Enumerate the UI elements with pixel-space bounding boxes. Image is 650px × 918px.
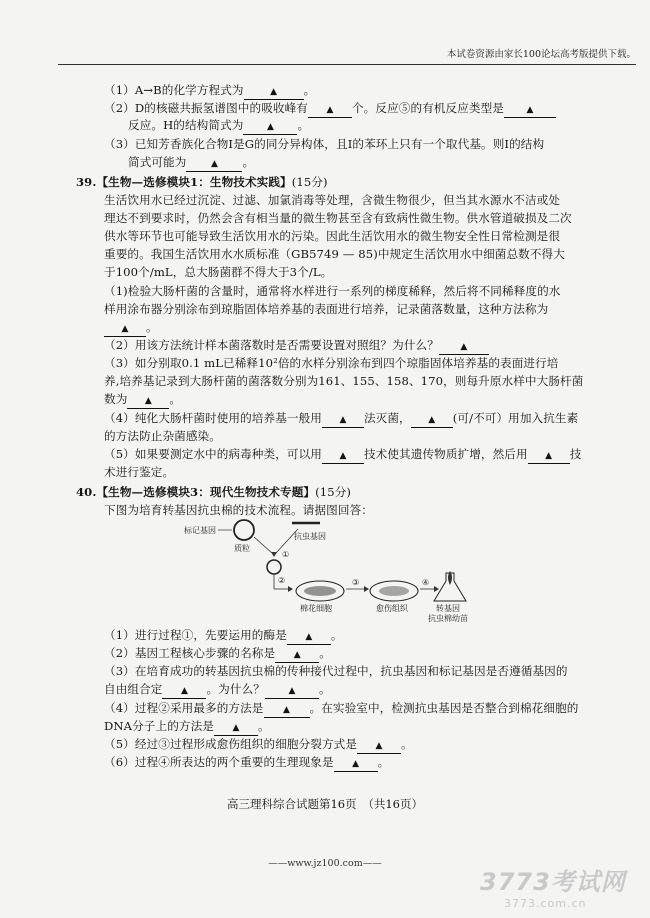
arrow-head xyxy=(271,552,277,557)
q40-sub1: （1）进行过程①，先要运用的酶是 ▲ 。 xyxy=(104,627,343,645)
q39-sub5: （5）如果要测定水中的病毒种类，可以用 ▲ 技术使其遗传物质扩增，然后用 ▲ 技 xyxy=(104,446,581,464)
plasmid-icon xyxy=(234,520,254,540)
q39-sub3: （3）如分别取0.1 mL已稀释10²倍的水样分别涂布到四个琼脂固体培养基的表面进行培 xyxy=(104,356,559,370)
answer-blank[interactable]: ▲ xyxy=(275,649,319,663)
q38-part3: （3）已知芳香族化合物I是G的同分异构体，且I的苯环上只有一个取代基。则I的结构 xyxy=(104,137,545,151)
q39-sub1: （1)检验大肠杆菌的含量时，通常将水样进行一系列的梯度稀释，然后将不同稀释度的水 xyxy=(104,284,561,298)
q40-sub4-cont: DNA分子上的方法是 ▲ 。 xyxy=(104,718,270,736)
marker-gene-label: 标记基因 xyxy=(184,526,216,535)
step-4-label: ④ xyxy=(422,578,430,587)
answer-blank[interactable]: ▲ xyxy=(504,104,556,118)
arrow-head xyxy=(434,586,439,592)
answer-blank[interactable]: ▲ xyxy=(104,323,146,337)
insect-gene-label: 抗虫基因 xyxy=(294,532,326,541)
header-note: 本试卷资源由家长100论坛高考版提供下载。 xyxy=(446,49,636,60)
q39-intro-line: 生活饮用水已经过沉淀、过滤、加氯消毒等处理，含微生物很少，但当其水源水不洁或处 xyxy=(104,193,561,207)
watermark-main: 3773考试网 xyxy=(480,868,626,896)
q39-intro-line: 于100个/mL，总大肠菌群不得大于3个/L。 xyxy=(104,265,333,279)
answer-blank[interactable]: ▲ xyxy=(243,121,297,135)
answer-blank[interactable]: ▲ xyxy=(334,758,378,772)
q39-sub5-cont: 术进行鉴定。 xyxy=(104,465,175,479)
step-1-label: ① xyxy=(282,550,290,559)
q38-part2-cont: 反应。H的结构简式为 ▲ 。 xyxy=(128,117,309,135)
recombinant-plasmid-icon xyxy=(267,560,281,574)
q40-sub3-cont: 自由组合定 ▲ 。为什么？ ▲ 。 xyxy=(104,681,331,699)
answer-blank[interactable]: ▲ xyxy=(528,450,570,464)
callus-label: 愈伤组织 xyxy=(376,604,408,613)
q39-intro-line: 重要的。我国生活饮用水水质标准（GB5749 — 85)中规定生活饮用水中细菌总数不得大 xyxy=(104,247,565,261)
cotton-cell-label: 棉花细胞 xyxy=(300,604,332,613)
footer-url: ——www.jz100.com—— xyxy=(268,858,382,869)
answer-blank[interactable]: ▲ xyxy=(265,685,319,699)
header-divider xyxy=(58,64,636,65)
q40-sub6: （6）过程④所表达的两个重要的生理现象是 ▲ 。 xyxy=(104,754,389,772)
q39-sub4: （4）纯化大肠杆菌时使用的培养基一般用 ▲ 法灭菌， ▲ (可/不可）用加入抗生素 xyxy=(104,410,578,428)
arrow-head xyxy=(288,586,293,592)
q39-intro-line: 理达不到要求时，仍然会含有相当量的微生物甚至含有致病性微生物。供水管道破损及二次 xyxy=(104,211,572,225)
q40-sub5: （5）经过③过程形成愈伤组织的细胞分裂方式是 ▲ 。 xyxy=(104,736,413,754)
callus-mass-icon xyxy=(379,586,409,596)
answer-blank[interactable]: ▲ xyxy=(244,86,304,100)
q40-sub4: （4）过程②采用最多的方法是 ▲ 。在实验室中，检测抗虫基因是否整合到棉花细胞的 xyxy=(104,700,578,718)
q40-sub2: （2）基因工程核心步骤的名称是 ▲ 。 xyxy=(104,645,331,663)
plasmid-label: 质粒 xyxy=(234,544,250,553)
watermark-logo xyxy=(480,862,640,912)
answer-blank[interactable]: ▲ xyxy=(264,704,310,718)
answer-blank[interactable]: ▲ xyxy=(214,722,258,736)
answer-blank[interactable]: ▲ xyxy=(411,414,453,428)
watermark-sub: 3773.com.cn xyxy=(504,897,587,910)
q39-sub3-answer: 数为 ▲ 。 xyxy=(104,391,181,409)
answer-blank[interactable]: ▲ xyxy=(357,740,401,754)
q40-intro: 下图为培育转基因抗虫棉的技术流程。请据图回答： xyxy=(104,503,373,517)
q38-part2: （2）D的核磁共振氢谱图中的吸收峰有 ▲ 个。反应⑤的有机反应类型是 ▲ xyxy=(104,100,556,118)
page-footer: 高三理科综合试题第16页 （共16页） xyxy=(226,797,423,811)
answer-blank[interactable]: ▲ xyxy=(308,104,352,118)
q39-intro-line: 供水等环节也可能导致生活饮用水的污染。因此生活饮用水的微生物安全性日常检测是很 xyxy=(104,229,561,243)
answer-blank[interactable]: ▲ xyxy=(287,631,331,645)
arrow-line xyxy=(254,537,272,553)
answer-blank[interactable]: ▲ xyxy=(127,395,169,409)
q39-sub1-answer: ▲ 。 xyxy=(104,319,158,337)
answer-blank[interactable]: ▲ xyxy=(322,450,364,464)
arrow-head xyxy=(364,586,369,592)
transgenic-label-line1: 转基因 xyxy=(436,604,460,613)
q39-title: 39.【生物—选修模块1：生物技术实践】(15分) xyxy=(76,175,328,189)
q40-sub3: （3）在培育成功的转基因抗虫棉的传种接代过程中，抗虫基因和标记基因是否遵循基因的 xyxy=(104,664,568,678)
step-2-label: ② xyxy=(278,576,286,585)
q40-title: 40.【生物—选修模块3：现代生物技术专题】(15分) xyxy=(76,485,352,499)
cell-mass-icon xyxy=(304,586,336,596)
answer-blank[interactable]: ▲ xyxy=(186,158,242,172)
q38-part1: （1）A→B的化学方程式为 ▲ 。 xyxy=(104,82,315,100)
answer-blank[interactable]: ▲ xyxy=(162,685,206,699)
q38-part3-cont: 简式可能为 ▲ 。 xyxy=(128,154,254,172)
answer-blank[interactable]: ▲ xyxy=(439,341,489,355)
q39-sub1-cont: 样用涂布器分别涂布到琼脂固体培养基的表面进行培养，记录菌落数量，这种方法称为 xyxy=(104,302,549,316)
answer-blank[interactable]: ▲ xyxy=(322,414,364,428)
q39-sub2: （2）用该方法统计样本菌落数时是否需要设置对照组？为什么？ ▲ xyxy=(104,337,489,355)
transgenic-label-line2: 抗虫棉幼苗 xyxy=(428,614,468,623)
step-3-label: ③ xyxy=(352,578,360,587)
q39-sub3-cont: 养,培养基记录到大肠杆菌的菌落数分别为161、155、158、170，则每升原水样中大肠杆菌 xyxy=(104,374,584,388)
q39-sub4-cont: 的方法防止杂菌感染。 xyxy=(104,429,221,443)
transgenic-cotton-flow-diagram xyxy=(180,515,480,625)
